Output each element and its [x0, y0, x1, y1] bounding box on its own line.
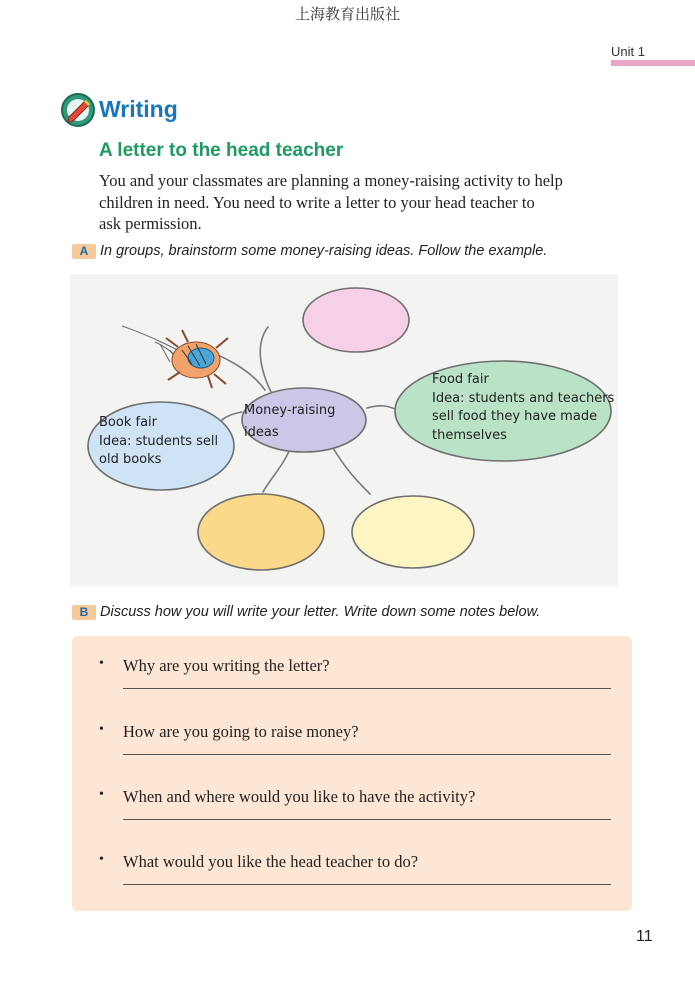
book-fair-line: Book fair — [99, 415, 157, 430]
intro-paragraph — [99, 170, 609, 235]
center-label-line: Money-raising — [244, 403, 336, 418]
answer-line[interactable] — [123, 754, 611, 755]
book-fair-line: Idea: students sell — [99, 433, 219, 449]
page-number: 11 — [636, 928, 653, 945]
intro-line: ask permission. — [99, 214, 202, 233]
unit-accent-bar — [611, 60, 695, 66]
food-fair-line: Idea: students and teachers — [432, 390, 615, 406]
spider-web-icon — [122, 326, 228, 388]
food-fair-label — [432, 371, 614, 445]
note-question: When and where would you like to have the activity? — [123, 787, 476, 806]
bullet-icon: • — [99, 852, 104, 867]
center-label-line: ideas — [244, 424, 279, 440]
section-title: Writing — [99, 96, 178, 122]
answer-line[interactable] — [123, 819, 611, 820]
bullet-icon: • — [99, 787, 104, 802]
note-question: Why are you writing the letter? — [123, 656, 330, 675]
publisher-name: 上海教育出版社 — [294, 5, 400, 23]
book-fair-label — [99, 414, 218, 470]
task-a-badge: A — [72, 244, 96, 259]
task-a-instruction: In groups, brainstorm some money-raising ideas. Follow the example. — [100, 243, 548, 259]
food-fair-line: Food fair — [432, 372, 489, 387]
task-b-badge: B — [72, 605, 96, 620]
empty-idea-bubble-pink — [303, 288, 409, 352]
mindmap-panel — [70, 274, 618, 586]
connector-line — [332, 446, 370, 494]
section-subtitle: A letter to the head teacher — [99, 140, 344, 161]
task-b-instruction: Discuss how you will write your letter. Write down some notes below. — [100, 604, 541, 620]
answer-line[interactable] — [123, 688, 611, 689]
connector-line — [260, 327, 271, 392]
food-fair-line: themselves — [432, 427, 507, 443]
pen-badge-icon — [60, 92, 96, 128]
note-question: How are you going to raise money? — [123, 722, 359, 741]
empty-idea-bubble-yellow — [352, 496, 474, 568]
connector-line — [367, 406, 395, 409]
food-fair-line: sell food they have made — [432, 409, 598, 424]
center-bubble-label — [244, 402, 335, 442]
unit-label: Unit 1 — [611, 44, 645, 59]
notes-panel — [72, 636, 632, 911]
intro-line: You and your classmates are planning a money-raising activity to help — [99, 171, 563, 190]
task-b — [72, 602, 540, 622]
bullet-icon: • — [99, 722, 104, 737]
bullet-icon: • — [99, 656, 104, 671]
answer-line[interactable] — [123, 884, 611, 885]
note-question: What would you like the head teacher to do? — [123, 852, 419, 871]
book-fair-line: old books — [99, 452, 162, 467]
intro-line: children in need. You need to write a letter to your head teacher to — [99, 192, 535, 212]
task-a — [72, 241, 547, 261]
empty-idea-bubble-orange — [198, 494, 324, 570]
